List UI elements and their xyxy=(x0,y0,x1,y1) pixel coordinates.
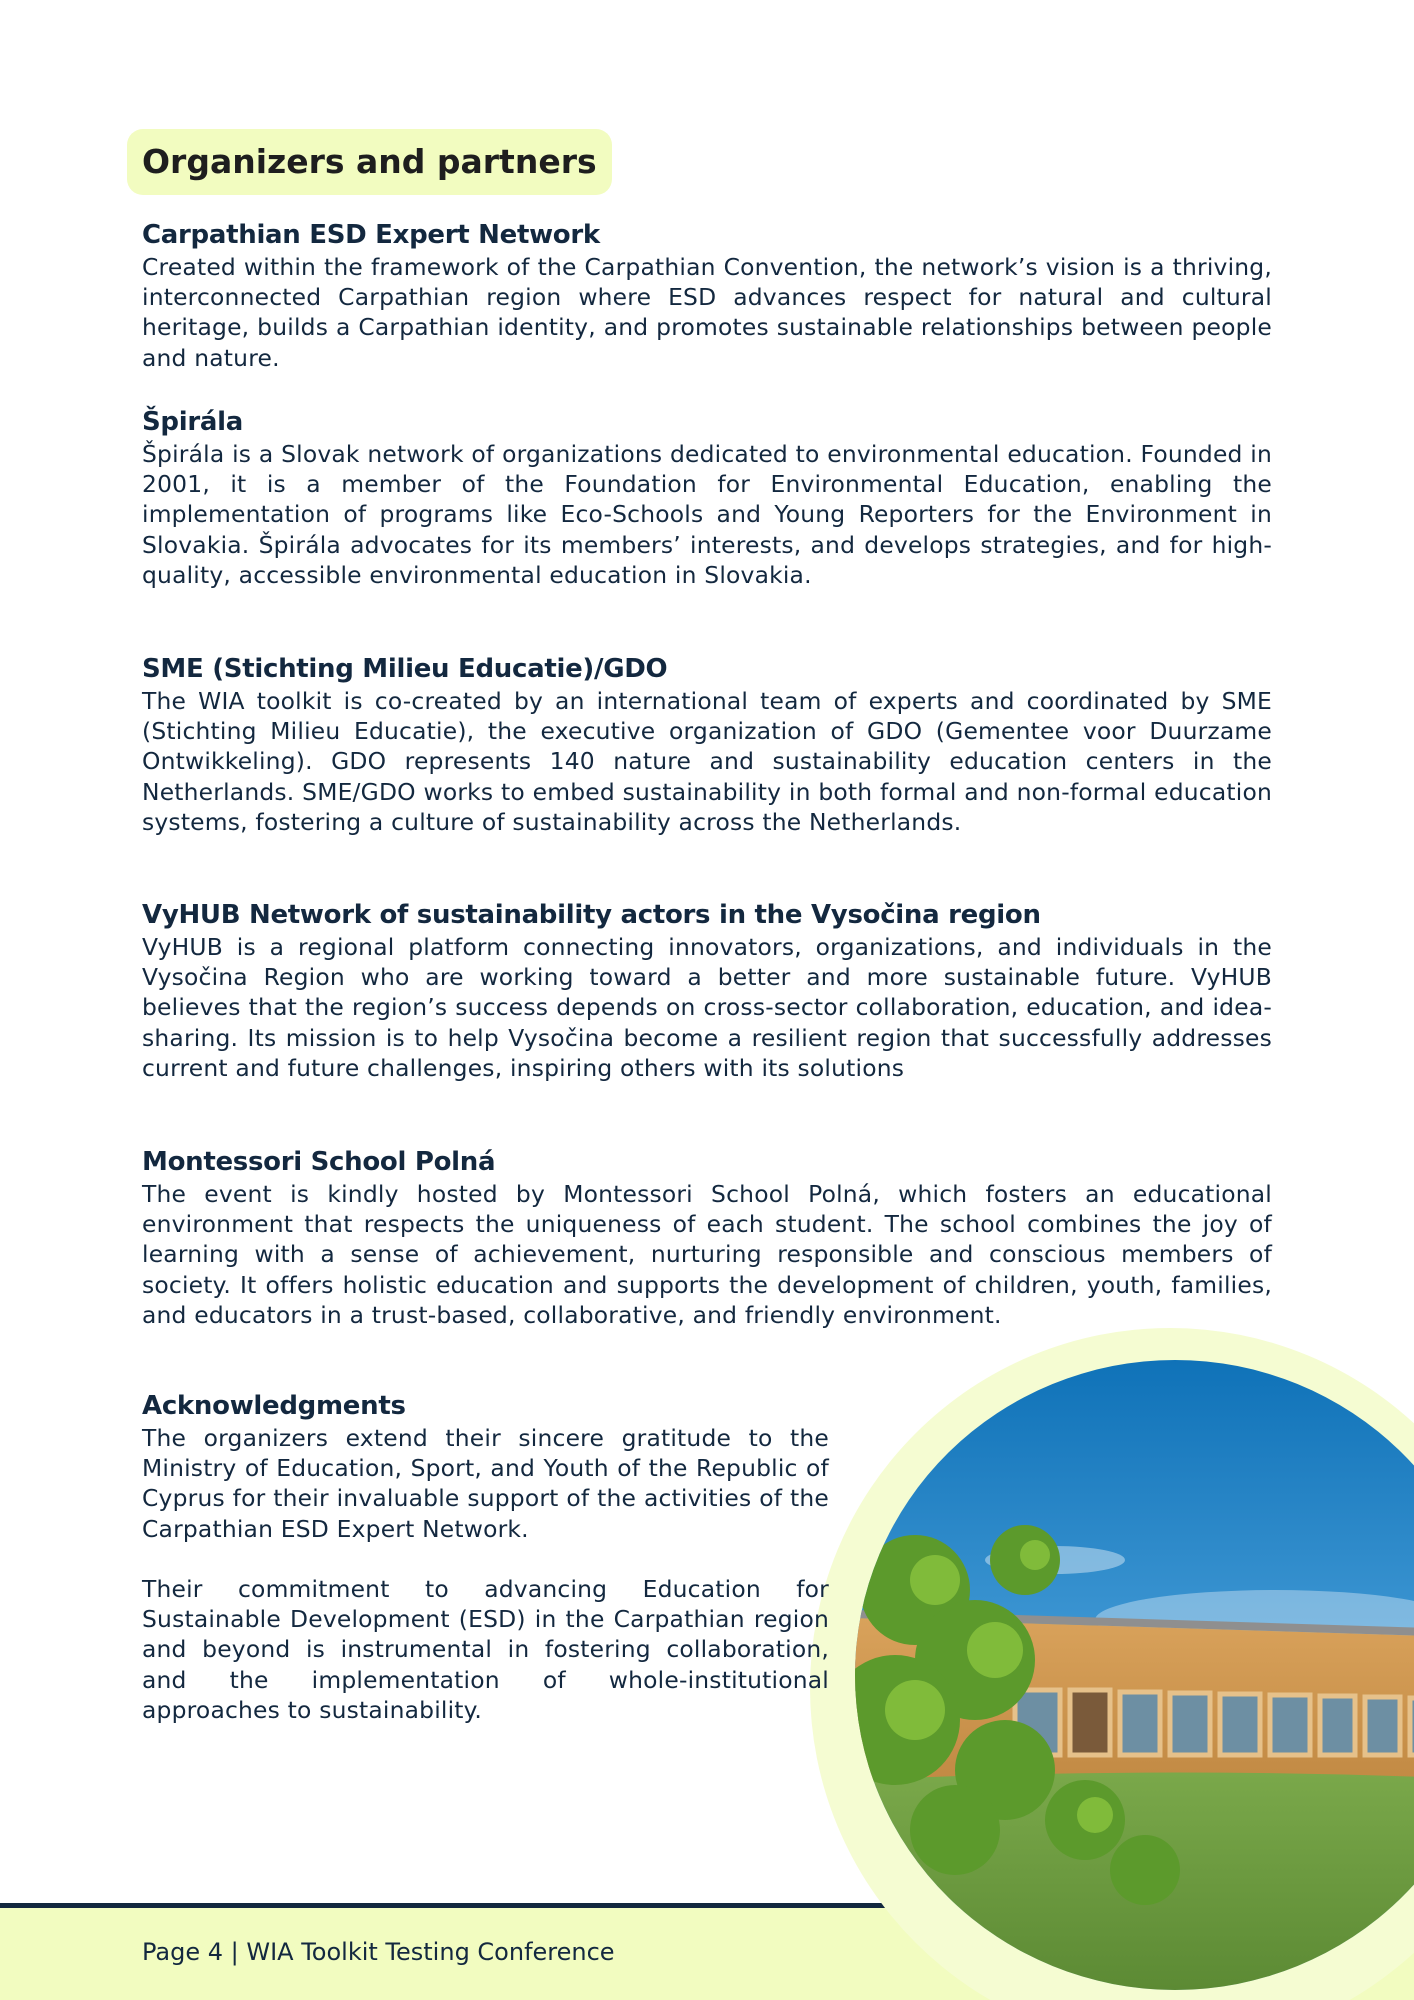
section-title: Špirála xyxy=(142,407,243,437)
section-body: Špirála is a Slovak network of organizations dedicated to environmental education. Founded in 2001, it is a member of the Foundation for Environmental Education, enabling the implementation of programs like Eco-Schools and Young Reporters for the Environment in Slovakia. Špirála advocates for its members’ interests, and develops strategies, and for high-quality, accessible environmental education in Slovakia. xyxy=(142,440,1272,589)
section-body: The WIA toolkit is co-created by an international team of experts and coordinated by SME (Stichting Milieu Educatie), the executive organization of GDO (Gementee voor Duurzame Ontwikkeling). GDO represents 140 nature and sustainability education centers in the Netherlands. SME/GDO works to embed sustainability in both formal and non-formal education systems, fostering a culture of sustainability across the Netherlands. xyxy=(142,687,1272,836)
section-sme-gdo xyxy=(142,652,1272,837)
section-montessori xyxy=(142,1145,1272,1330)
section-carpathian-network xyxy=(142,218,1272,373)
section-title: Acknowledgments xyxy=(142,1391,406,1421)
section-body: VyHUB is a regional platform connecting innovators, organizations, and individuals in the Vysočina Region who are working toward a better and more sustainable future. VyHUB believes that the region’s success depends on cross-sector collaboration, education, and idea-sharing. Its mission is to help Vysočina become a resilient region that successfully addresses current and future challenges, inspiring others with its solutions xyxy=(142,933,1272,1082)
section-title: VyHUB Network of sustainability actors in the Vysočina region xyxy=(142,900,1041,930)
section-body: Their commitment to advancing Education for Sustainable Development (ESD) in the Carpathian region and beyond is instrumental in fostering collaboration, and the implementation of whole-institutional approaches to sustainability. xyxy=(142,1575,829,1724)
photo-area xyxy=(780,1320,1414,2000)
section-body: Created within the framework of the Carpathian Convention, the network’s vision is a thriving, interconnected Carpathian region where ESD advances respect for natural and cultural heritage, builds a Carpathian identity, and promotes sustainable relationships between people and nature. xyxy=(142,253,1272,372)
section-body: The organizers extend their sincere gratitude to the Ministry of Education, Sport, and Youth of the Republic of Cyprus for their invaluable support of the activities of the Carpathian ESD Expert Network. xyxy=(142,1424,829,1543)
section-title: Montessori School Polná xyxy=(142,1147,496,1177)
footer-text: Page 4 | WIA Toolkit Testing Conference xyxy=(142,1938,615,1966)
section-vyhub xyxy=(142,898,1272,1083)
section-title: SME (Stichting Milieu Educatie)/GDO xyxy=(142,654,668,684)
section-acknowledgments xyxy=(142,1389,829,1725)
section-spirala xyxy=(142,405,1272,590)
page-heading: Organizers and partners xyxy=(127,129,612,195)
section-title: Carpathian ESD Expert Network xyxy=(142,220,600,250)
section-body: The event is kindly hosted by Montessori School Polná, which fosters an educational environment that respects the uniqueness of each student. The school combines the joy of learning with a sense of achievement, nurturing responsible and conscious members of society. It offers holistic education and supports the development of children, youth, families, and educators in a trust-based, collaborative, and friendly environment. xyxy=(142,1180,1272,1329)
